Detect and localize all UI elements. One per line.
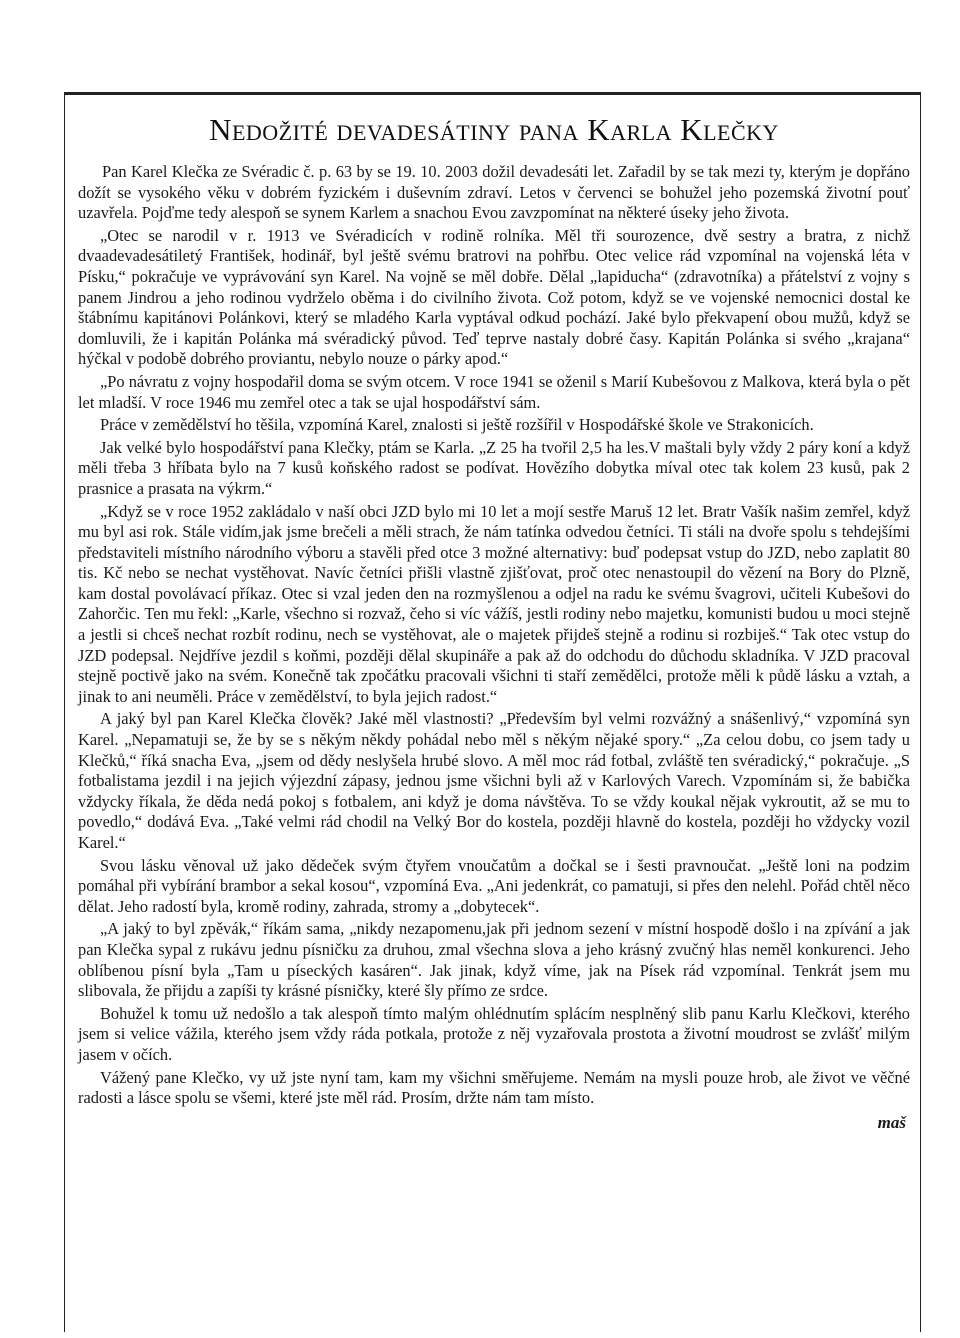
paragraph: Vážený pane Klečko, vy už jste nyní tam, kam my všichni směřujeme. Nemám na mysli pouze hrob, ale život ve věčné radosti a lásce spolu se všemi, které jste měl rád. Prosím, držte nám tam místo. — [78, 1067, 910, 1108]
paragraph: „Otec se narodil v r. 1913 ve Svéradicích v rodině rolníka. Měl tři sourozence, dvě sestry a bratra, z nichž dvaadevadesátiletý František, hodinář, byl ještě svému bratrovi na pohřbu. Otec velice rád vzpomínal na vojenská léta v Písku,“ pokračuje ve vyprávování syn Karel. Na vojně se měl dobře. Dělal „lapiducha“ (zdravotníka) a přátelství z vojny s panem Jindrou a jeho rodinou vydrželo oběma i do civilního života. Což potom, když se ve vojenské nemocnici dostal ke štábnímu kapitánovi Polánkovi, který se mladého Karla vyptával odkud pochází. Jaké bylo překvapení obou mužů, když se domluvili, že i kapitán Polánka má svéradický původ. Teď teprve nastaly dobré časy. Kapitán Polánka si svého „krajana“ hýčkal v podobě dobrého proviantu, nebylo nouze o párky apod.“ — [78, 225, 910, 369]
paragraph: A jaký byl pan Karel Klečka člověk? Jaké měl vlastnosti? „Především byl velmi rozvážný a snášenlivý,“ vzpomíná syn Karel. „Nepamatuji se, že by se s někým někdy pohádal nebo měl s někým nějaké spory.“ „Za celou dobu, co jsem tady u Klečků,“ říká snacha Eva, „jsem od dědy neslyšela hrubé slovo. A měl moc rád fotbal, zvláště ten svéradický,“ pokračuje. „S fotbalistama jezdil i na jejich výjezdní zápasy, jednou jsme všichni byli až v Karlových Varech. Vzpomínám si, že babička vždycky říkala, že děda nedá pokoj s fotbalem, ani když je doma návštěva. To se vždy koukal nějak vykroutit, až se mu to povedlo,“ dodává Eva. „Také velmi rád chodil na Velký Bor do kostela, později hlavně do kostela, později ho vždycky vozil Karel.“ — [78, 709, 910, 852]
article — [78, 104, 910, 1133]
author-signature: maš — [877, 1112, 906, 1132]
paragraph: „Když se v roce 1952 zakládalo v naší obci JZD bylo mi 10 let a mojí sestře Maruš 12 let. Bratr Vašík našim zemřel, když mu byl asi rok. Stále vidím,jak jsme brečeli a měli strach, že nám tatínka odvedou četníci. Ti stáli na dvoře spolu s tehdejšími představiteli místního národního výboru a stavěli před otce 3 možné alternativy: buď podepsat vstup do JZD, nebo zaplatit 80 tis. Kč nebo se nechat vystěhovat. Navíc četníci přišli vlastně zjišťovat, proč otec nenastoupil do vězení na Bory do Plzně, kam dostal povolávací příkaz. Otec si vzal jeden den na rozmyšlenou a odjel na radu ke svému švagrovi, učiteli Kubešovi do Zahorčic. Ten mu řekl: „Karle, všechno si rozvaž, čeho si víc vážíš, jestli rodiny nebo majetku, komunisti budou u moci stejně a jestli si chceš nechat rozbít rodinu, nech se vystěhovat, ale o majetek přijdeš stejně a rodinu si rozbiješ.“ Tak otec vstup do JZD podepsal. Nejdříve jezdil s koňmi, později dělal skupináře a pak až do odchodu do důchodu skladníka. V JZD pracoval stejně poctivě jako na svém. Konečně tak zpočátku pracovali všichni ti staří zemědělci, protože měli k půdě lásku a vztah, a jinak to ani neuměli. Práce v zemědělství, to byla jejich radost.“ — [78, 501, 910, 706]
article-title: Nedožité devadesátiny pana Karla Klečky — [209, 112, 779, 147]
paragraph: Svou lásku věnoval už jako dědeček svým čtyřem vnoučatům a dočkal se i šesti pravnoučat. „Ještě loni na podzim pomáhal při vybírání brambor a sekal kosou“, vzpomíná Eva. „Ani jedenkrát, co pamatuji, si přes den nelehl. Pořád chtěl něco dělat. Jeho radostí byla, kromě rodiny, zahrada, stromy a „dobytecek“. — [78, 855, 910, 916]
paragraph: Jak velké bylo hospodářství pana Klečky, ptám se Karla. „Z 25 ha tvořil 2,5 ha les.V maštali byly vždy 2 páry koní a když měli třeba 3 hříbata bylo na 7 kusů koňského radost se podívat. Hovězího dobytka míval otec tak kolem 23 kusů, pak 2 prasnice a prasata na výkrm.“ — [78, 437, 910, 498]
paragraph: „Po návratu z vojny hospodařil doma se svým otcem. V roce 1941 se oženil s Marií Kubešovou z Malkova, která byla o pět let mladší. V roce 1946 mu zemřel otec a tak se ujal hospodářství sám. — [78, 371, 910, 412]
paragraph: Bohužel k tomu už nedošlo a tak alespoň tímto malým ohlédnutím splácím nesplněný slib panu Karlu Klečkovi, kterého jsem si velice vážila, kterého jsem vždy ráda potkala, protože z něj vyzařovala prostota a životní moudrost se zvlášť milým jasem v očích. — [78, 1003, 910, 1064]
paragraph: Pan Karel Klečka ze Svéradic č. p. 63 by se 19. 10. 2003 dožil devadesáti let. Zařadil by se tak mezi ty, kterým je dopřáno dožít se vysokého věku v dobrém fyzickém i duševním zdraví. Letos v červenci se bohužel jeho pozemská životní pouť uzavřela. Pojďme tedy alespoň se synem Karlem a snachou Evou zavzpomínat na některé úseky jeho života. — [78, 162, 910, 223]
paragraph: „A jaký to byl zpěvák,“ říkám sama, „nikdy nezapomenu,jak při jednom sezení v místní hospodě došlo i na zpívání a jak pan Klečka sypal z rukávu jednu písničku za druhou, zmal všechna slova a jeho krásný zvučný hlas neměl konkurenci. Jeho oblíbenou písní byla „Tam u píseckých kasáren“. Jak jinak, když víme, jak na Písek rád vzpomínal. Tenkrát jsem mu slibovala, že přijdu a zapíši ty krásné písničky, které šly přímo ze srdce. — [78, 919, 910, 1001]
paragraph: Práce v zemědělství ho těšila, vzpomíná Karel, znalosti si ještě rozšířil v Hospodářské škole ve Strakonicích. — [100, 415, 814, 435]
